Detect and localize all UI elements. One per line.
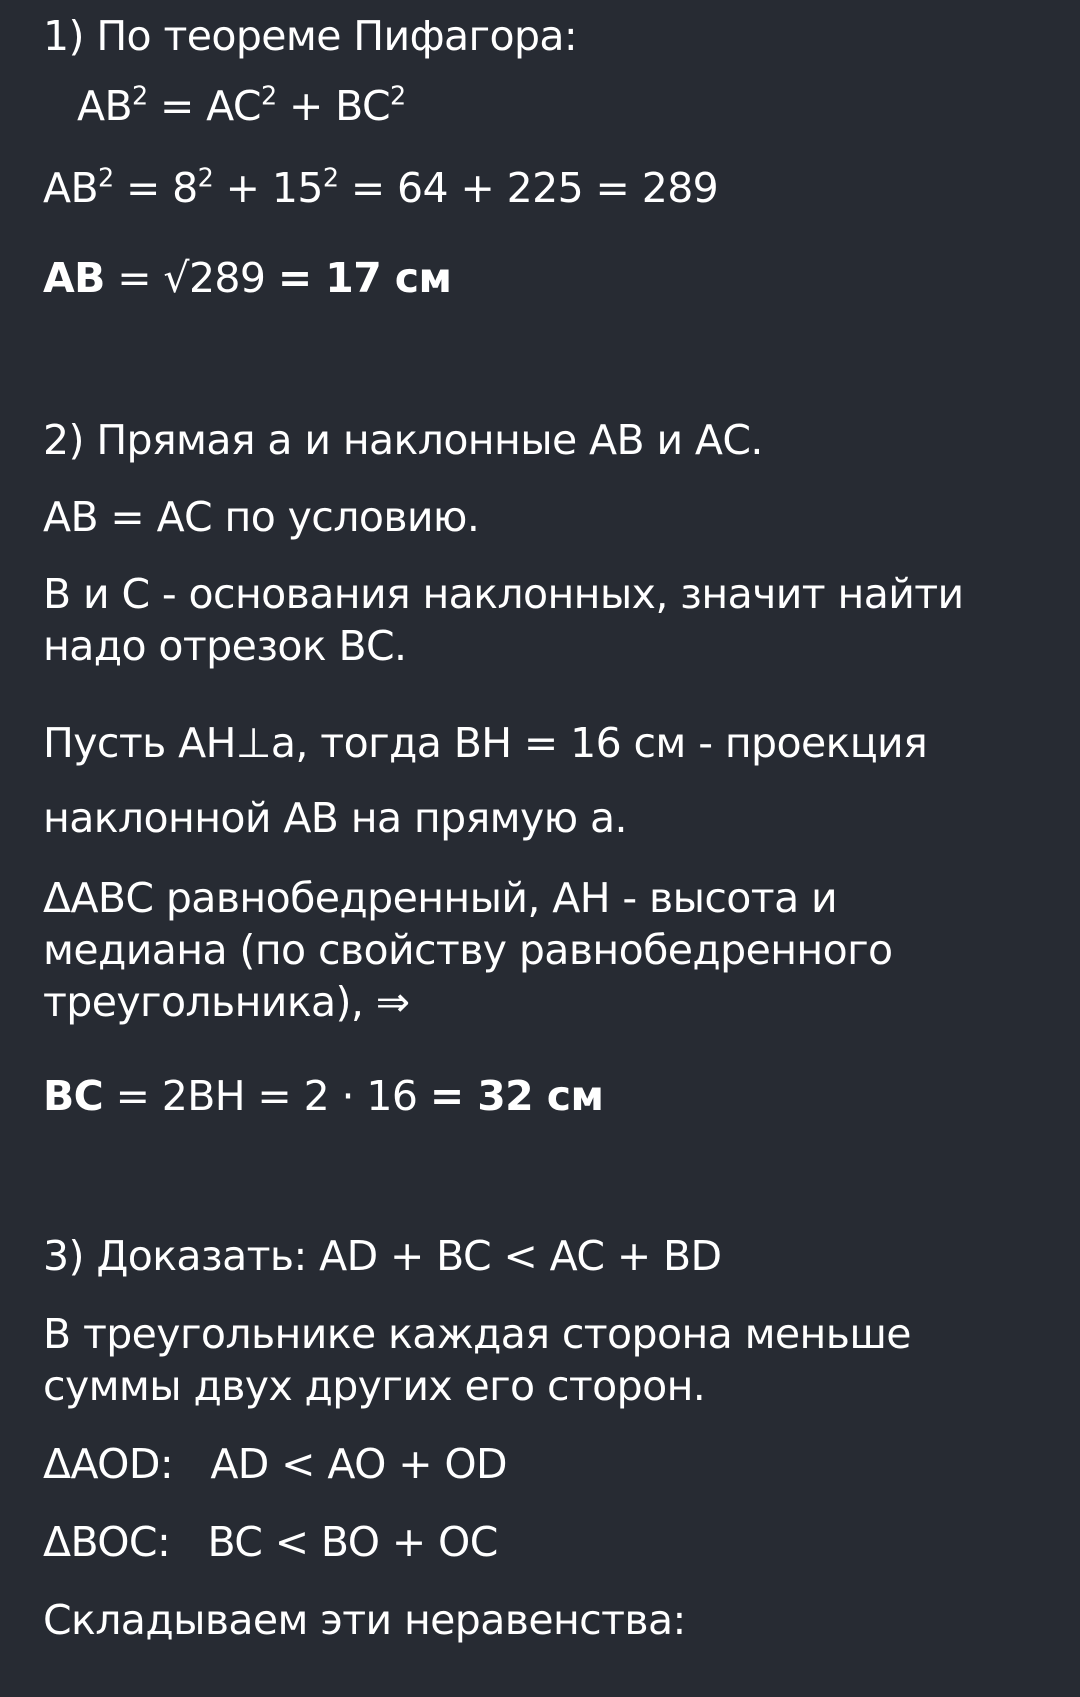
section3-title: 3) Доказать: AD + BC < AC + BD <box>43 1232 722 1280</box>
section2-iso-line3: треугольника), ⇒ <box>43 978 410 1026</box>
pythagoras-calculation: $AB^2 = 8^2 + 15^2 = 64 + 225 = 289$ <box>43 162 719 212</box>
section1-result: AB = √289 = 17 см <box>43 254 452 302</box>
section2-perp-line1: Пусть AH⊥a, тогда ВН = 16 см - проекция <box>43 719 928 767</box>
section2-result: ВС = 2ВН = 2 · 16 = 32 см <box>43 1072 604 1120</box>
pythagoras-formula: $AB^2 = AC^2 + BC^2$ <box>77 80 406 130</box>
section3-rule-line2: суммы двух других его сторон. <box>43 1362 706 1410</box>
section2-bases-line1: В и С - основания наклонных, значит найти <box>43 570 964 618</box>
section2-iso-line1: ΔАВС равнобедренный, АН - высота и <box>43 874 838 922</box>
triangle-aod-inequality: ΔAOD: AD < AO + OD <box>43 1440 508 1488</box>
section2-condition: АВ = АС по условию. <box>43 493 480 541</box>
section2-perp-line2: наклонной АВ на прямую а. <box>43 794 627 842</box>
section3-sum-statement: Складываем эти неравенства: <box>43 1596 686 1644</box>
triangle-boc-inequality: ΔBOC: BC < BO + OC <box>43 1518 498 1566</box>
section2-title: 2) Прямая а и наклонные АВ и АС. <box>43 416 763 464</box>
section1-title: 1) По теореме Пифагора: <box>43 12 578 60</box>
section2-bases-line2: надо отрезок ВС. <box>43 622 407 670</box>
section2-iso-line2: медиана (по свойству равнобедренного <box>43 926 893 974</box>
section3-rule-line1: В треугольнике каждая сторона меньше <box>43 1310 911 1358</box>
